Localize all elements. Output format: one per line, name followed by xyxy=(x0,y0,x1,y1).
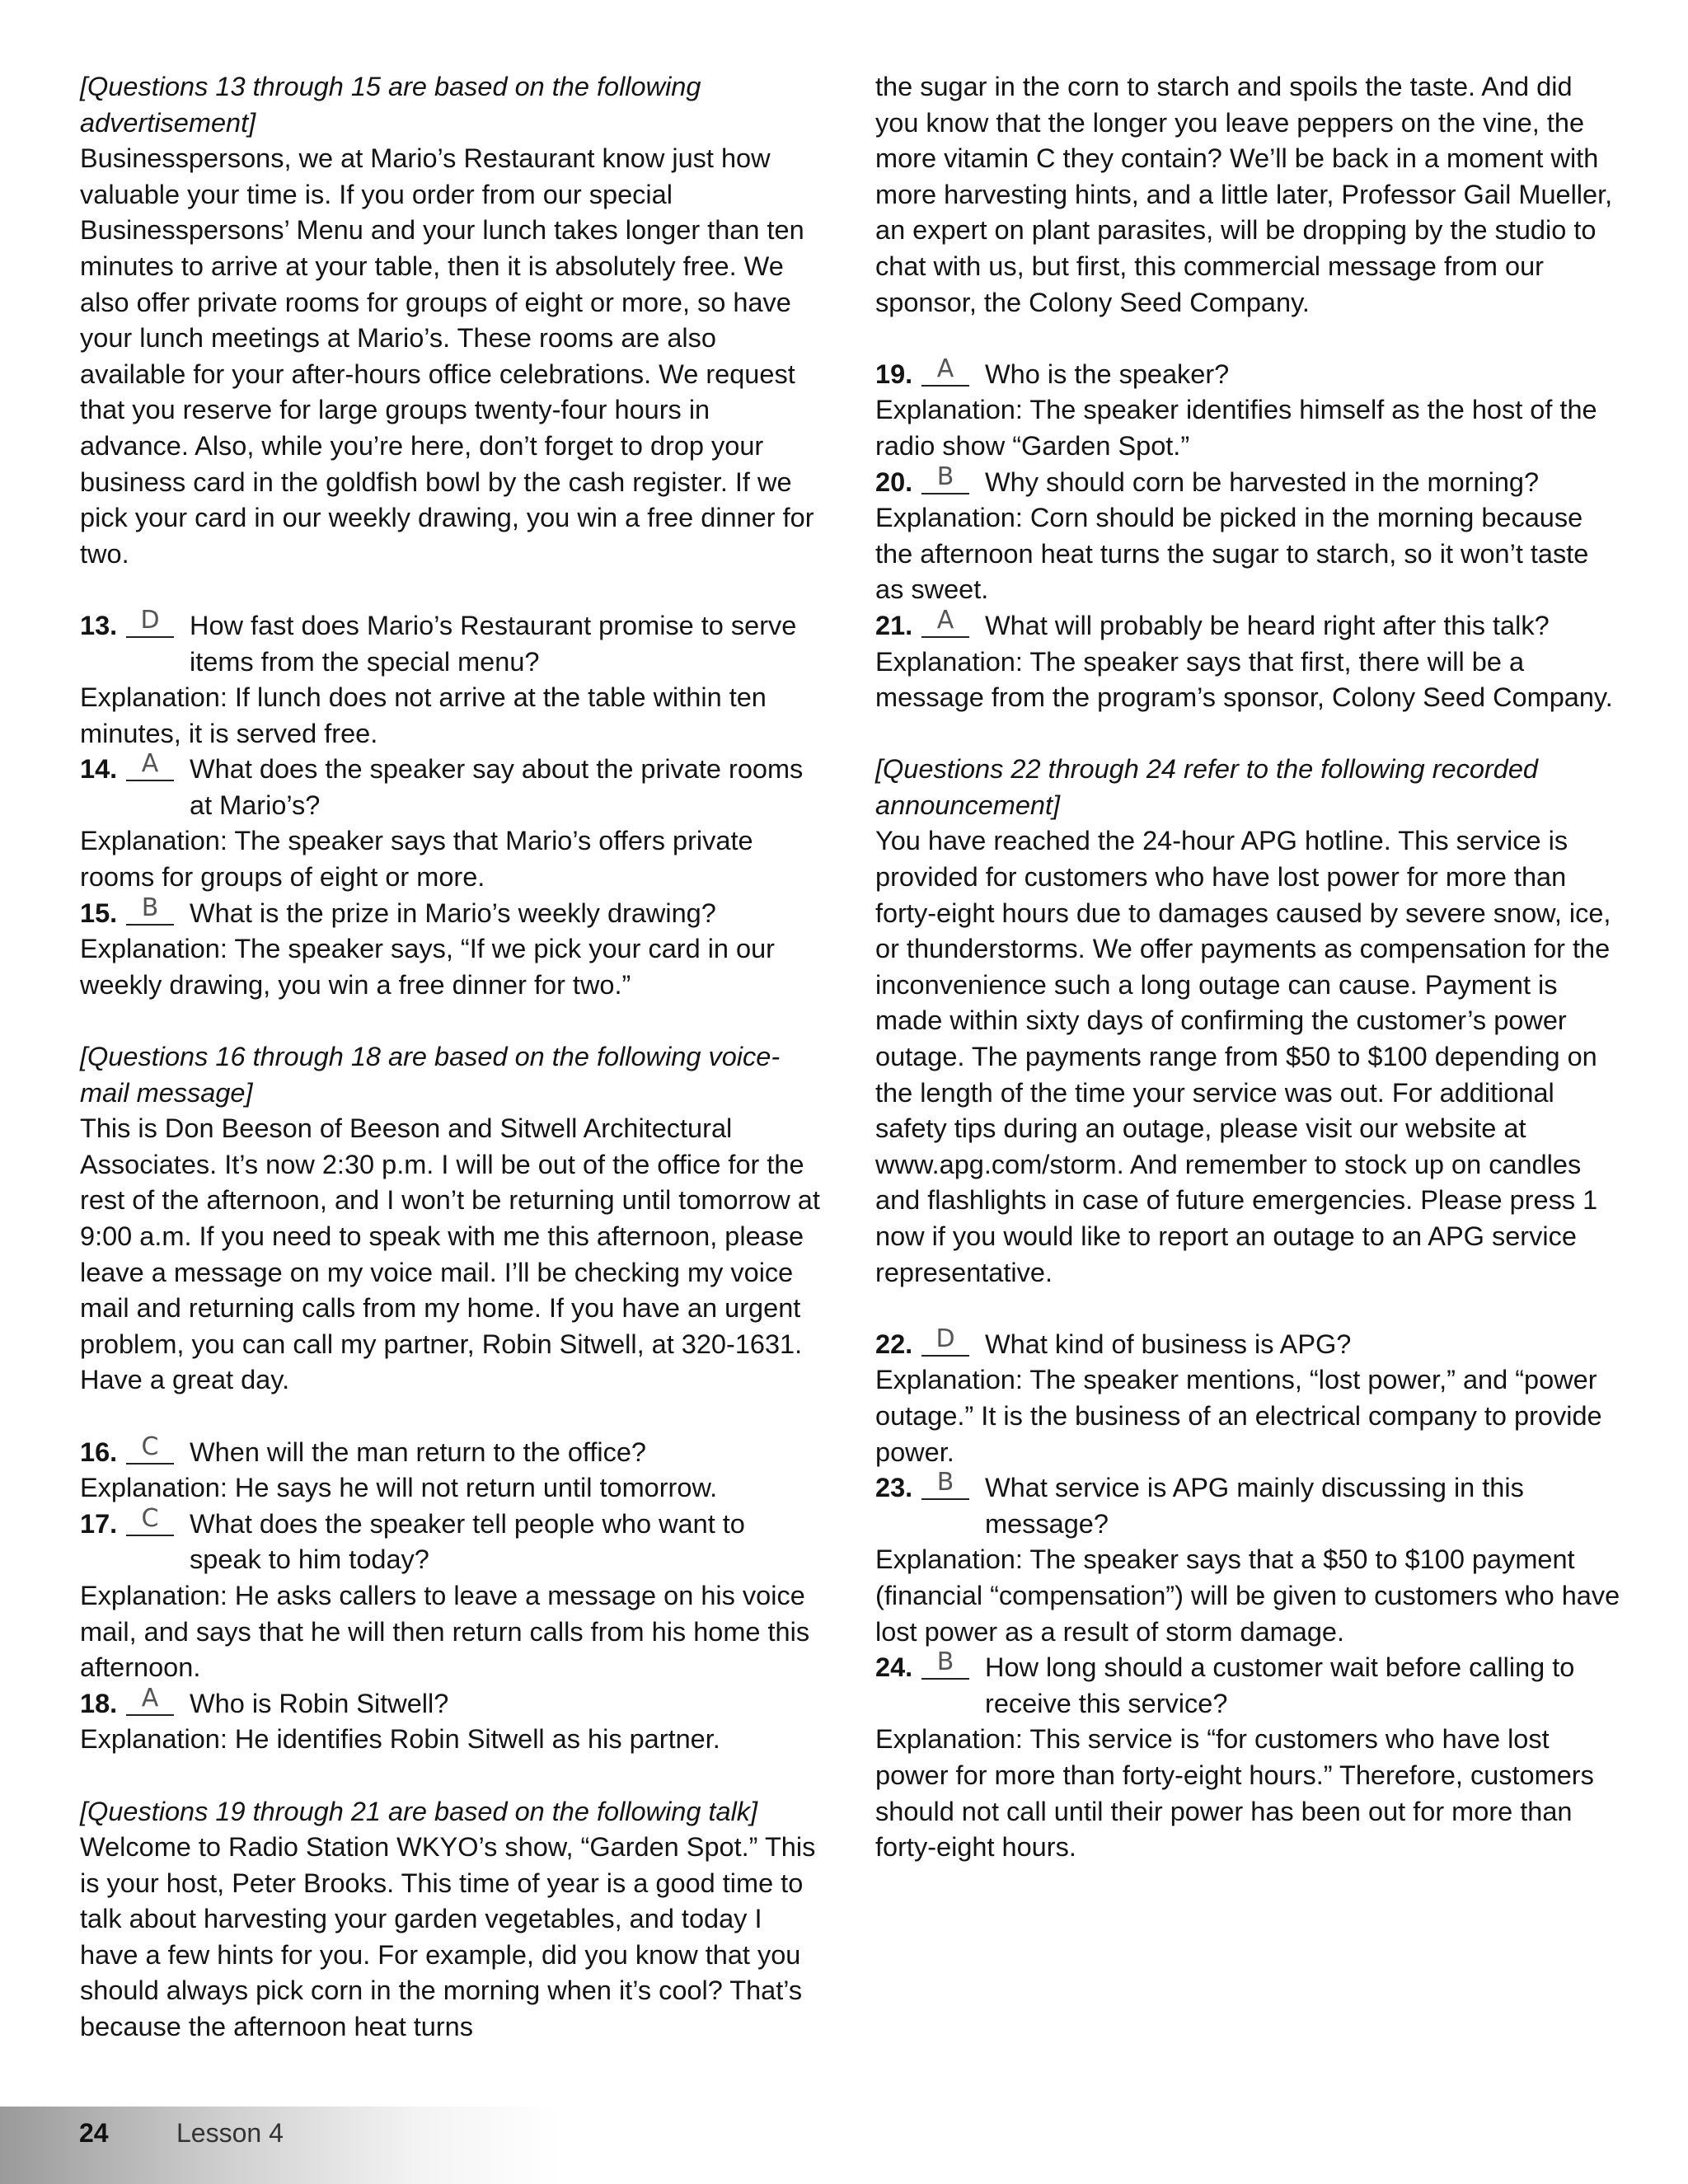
answer-blank: B xyxy=(921,1470,969,1500)
question-23 xyxy=(875,1470,1621,1542)
question-15 xyxy=(80,893,822,932)
answer-blank: D xyxy=(921,1327,969,1357)
question-number: 20. xyxy=(875,466,913,497)
question-text: What does the speaker say about the private rooms at Mario’s? xyxy=(190,754,804,820)
question-22 xyxy=(875,1324,1621,1363)
question-text: What does the speaker tell people who want to speak to him today? xyxy=(190,1508,745,1575)
question-number: 21. xyxy=(875,610,913,640)
question-text: How fast does Mario’s Restaurant promise to serve items from the special menu? xyxy=(190,610,797,677)
question-number: 16. xyxy=(80,1436,118,1467)
explanation: Explanation: He says he will not return until tomorrow. xyxy=(80,1473,718,1503)
question-number: 15. xyxy=(80,898,118,928)
explanation: Explanation: The speaker says that Mario’s offers private rooms for groups of eight or more. xyxy=(80,826,753,893)
answer-blank: A xyxy=(921,608,969,638)
left-column xyxy=(80,69,822,2046)
explanation: Explanation: The speaker says, “If we pick your card in our weekly drawing, you win a free dinner for two.” xyxy=(80,934,776,1000)
question-16 xyxy=(80,1432,822,1471)
explanation: Explanation: The speaker says that a $50 to $100 payment (financial “compensation”) will be given to customers who have lost power as a result of storm damage. xyxy=(875,1544,1620,1647)
explanation: Explanation: This service is “for customers who have lost power for more than forty-eight hours.” Therefore, customers should not call until their power has been out for more than forty-eight hours. xyxy=(875,1724,1594,1863)
answer-blank: A xyxy=(126,752,174,781)
answer-blank: A xyxy=(126,1686,174,1716)
question-text: What kind of business is APG? xyxy=(985,1329,1352,1359)
question-number: 22. xyxy=(875,1329,913,1359)
question-number: 14. xyxy=(80,754,118,785)
question-number: 17. xyxy=(80,1508,118,1539)
question-text: How long should a customer wait before calling to receive this service? xyxy=(985,1652,1575,1718)
question-text: When will the man return to the office? xyxy=(190,1436,646,1467)
transcript-paragraph: Businesspersons, we at Mario’s Restaurant know just how valuable your time is. If you order from our special Businesspersons’ Menu and your lunch takes longer than ten minutes to arrive at your table, then it is absolutely free. We also offer private rooms for groups of eight or more, so have your lunch meetings at Mario’s. These rooms are also available for your after-hours office celebrations. We request that you reserve for large groups twenty-four hours in advance. Also, while you’re here, don’t forget to drop your business card in the goldfish bowl by the cash register. If we pick your card in our weekly drawing, you win a free dinner for two. xyxy=(80,143,814,569)
question-text: What will probably be heard right after this talk? xyxy=(985,610,1550,640)
question-number: 24. xyxy=(875,1652,913,1683)
explanation: Explanation: The speaker identifies himself as the host of the radio show “Garden Spot.” xyxy=(875,395,1597,461)
section-intro: [Questions 22 through 24 refer to the following recorded announcement] xyxy=(875,754,1538,820)
explanation: Explanation: If lunch does not arrive at the table within ten minutes, it is served free. xyxy=(80,682,767,748)
question-number: 23. xyxy=(875,1473,913,1503)
answer-blank: B xyxy=(126,896,174,926)
explanation: Explanation: The speaker mentions, “lost power,” and “power outage.” It is the business of an electrical company to provide power. xyxy=(875,1365,1602,1467)
explanation: Explanation: The speaker says that first, there will be a message from the program’s sponsor, Colony Seed Company. xyxy=(875,646,1613,713)
question-13 xyxy=(80,605,822,680)
answer-blank: C xyxy=(126,1435,174,1465)
question-text: What is the prize in Mario’s weekly drawing? xyxy=(190,898,716,928)
answer-blank: B xyxy=(921,1650,969,1680)
answer-blank: B xyxy=(921,465,969,494)
explanation: Explanation: He identifies Robin Sitwell as his partner. xyxy=(80,1724,720,1755)
answer-blank: D xyxy=(126,608,174,638)
answer-blank: C xyxy=(126,1507,174,1536)
question-14 xyxy=(80,749,822,823)
question-number: 18. xyxy=(80,1688,118,1718)
question-text: Who is Robin Sitwell? xyxy=(190,1688,449,1718)
transcript-paragraph: Welcome to Radio Station WKYO’s show, “Garden Spot.” This is your host, Peter Brooks. This time of year is a good time to talk about harvesting your garden vegetables, and today I have a few hints for you. For example, did you know that you should always pick corn in the morning when it’s cool? That’s because the afternoon heat turns xyxy=(80,1832,816,2042)
question-20 xyxy=(875,462,1621,501)
question-text: What service is APG mainly discussing in this message? xyxy=(985,1473,1524,1539)
question-number: 19. xyxy=(875,359,913,389)
transcript-paragraph: You have reached the 24-hour APG hotline. This service is provided for customers who have lost power for more than forty-eight hours due to damages caused by severe snow, ice, or thunderstorms. We offer payments as compensation for the inconvenience such a long outage can cause. Payment is made within sixty days of confirming the customer’s power outage. The payments range from $50 to $100 depending on the length of the time your service was out. For additional safety tips during an outage, please visit our website at www.apg.com/storm. And remember to stock up on candles and flashlights in case of future emergencies. Please press 1 now if you would like to report an outage to an APG service representative. xyxy=(875,826,1611,1287)
question-text: Why should corn be harvested in the morning? xyxy=(985,466,1540,497)
question-18 xyxy=(80,1683,822,1722)
explanation: Explanation: He asks callers to leave a message on his voice mail, and says that he will then return calls from his home this afternoon. xyxy=(80,1580,810,1683)
page-number: 24 xyxy=(79,2118,109,2148)
lesson-label: Lesson 4 xyxy=(176,2118,284,2148)
question-number: 13. xyxy=(80,610,118,640)
explanation: Explanation: Corn should be picked in the morning because the afternoon heat turns the sugar to starch, so it won’t taste as sweet. xyxy=(875,503,1589,605)
section-intro: [Questions 13 through 15 are based on the following advertisement] xyxy=(80,72,701,138)
section-intro: [Questions 16 through 18 are based on the following voice-mail message] xyxy=(80,1042,781,1108)
section-intro: [Questions 19 through 21 are based on the following talk] xyxy=(80,1796,758,1826)
question-21 xyxy=(875,605,1621,644)
question-19 xyxy=(875,354,1621,393)
right-column xyxy=(875,69,1621,1866)
question-17 xyxy=(80,1503,822,1578)
question-24 xyxy=(875,1647,1621,1722)
transcript-paragraph: the sugar in the corn to starch and spoils the taste. And did you know that the longer you leave peppers on the vine, the more vitamin C they contain? We’ll be back in a moment with more harvesting hints, and a little later, Professor Gail Mueller, an expert on plant parasites, will be dropping by the studio to chat with us, but first, this commercial message from our sponsor, the Colony Seed Company. xyxy=(875,72,1613,317)
answer-blank: A xyxy=(921,357,969,387)
question-text: Who is the speaker? xyxy=(985,359,1230,389)
transcript-paragraph: This is Don Beeson of Beeson and Sitwell Architectural Associates. It’s now 2:30 p.m. I will be out of the office for the rest of the afternoon, and I won’t be returning until tomorrow at 9:00 a.m. If you need to speak with me this afternoon, please leave a message on my voice mail. I’ll be checking my voice mail and returning calls from my home. If you have an urgent problem, you can call my partner, Robin Sitwell, at 320-1631. Have a great day. xyxy=(80,1113,820,1395)
